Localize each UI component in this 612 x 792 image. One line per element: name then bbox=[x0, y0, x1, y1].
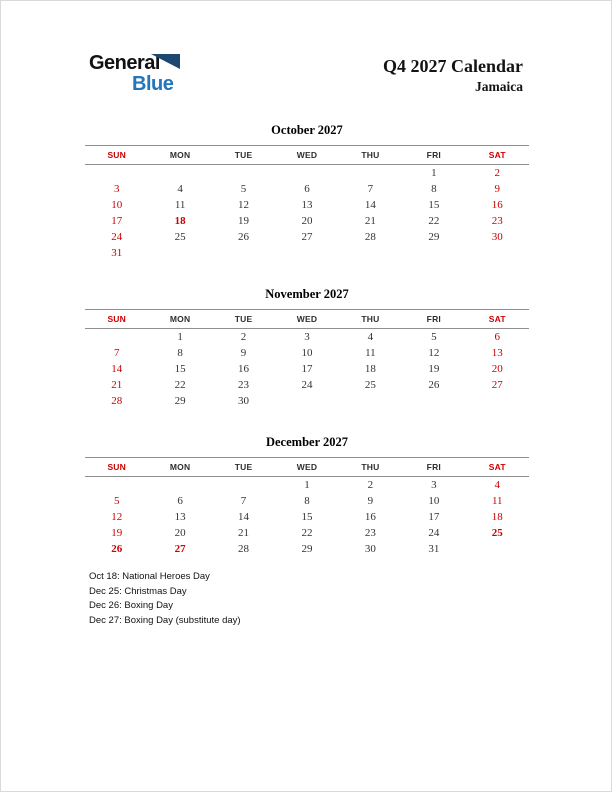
day-cell: 24 bbox=[301, 378, 313, 391]
day-cell: 9 bbox=[494, 182, 501, 195]
weekday-header-wed: WED bbox=[275, 310, 338, 329]
day-cell: 8 bbox=[431, 182, 437, 195]
day-cell: 15 bbox=[174, 362, 186, 375]
holiday-note: Oct 18: National Heroes Day bbox=[89, 571, 210, 582]
day-cell: 21 bbox=[238, 526, 250, 539]
weekday-header-tue: TUE bbox=[212, 310, 275, 329]
day-cell: 8 bbox=[304, 494, 310, 507]
day-cell: 9 bbox=[240, 346, 247, 359]
day-cell: 7 bbox=[367, 182, 374, 195]
weekday-header-row bbox=[85, 458, 529, 477]
day-cell: 28 bbox=[238, 542, 250, 555]
empty-cell bbox=[148, 477, 211, 494]
weekday-header-sat: SAT bbox=[466, 146, 529, 165]
day-cell: 18 bbox=[174, 214, 186, 227]
empty-cell bbox=[85, 329, 148, 346]
day-cell: 9 bbox=[367, 494, 374, 507]
week-row bbox=[85, 329, 529, 346]
day-cell: 26 bbox=[428, 378, 440, 391]
week-row bbox=[85, 377, 529, 393]
day-cell: 12 bbox=[428, 346, 440, 359]
weekday-header-fri: FRI bbox=[402, 458, 465, 477]
day-cell: 18 bbox=[364, 362, 376, 375]
empty-cell bbox=[339, 245, 402, 261]
month-title: November 2027 bbox=[265, 287, 349, 301]
day-cell: 21 bbox=[111, 378, 123, 391]
day-cell: 26 bbox=[238, 230, 250, 243]
empty-cell bbox=[85, 165, 148, 182]
day-cell: 14 bbox=[364, 198, 376, 211]
weekday-header-row bbox=[85, 310, 529, 329]
week-row bbox=[85, 345, 529, 361]
day-cell: 12 bbox=[111, 510, 123, 523]
day-cell: 8 bbox=[177, 346, 183, 359]
weekday-header-sat: SAT bbox=[466, 458, 529, 477]
day-cell: 29 bbox=[301, 542, 313, 555]
day-cell: 1 bbox=[431, 166, 437, 179]
empty-cell bbox=[402, 245, 465, 261]
day-cell: 7 bbox=[113, 346, 120, 359]
day-cell: 7 bbox=[240, 494, 247, 507]
header-titles bbox=[383, 57, 523, 95]
day-cell: 25 bbox=[174, 230, 186, 243]
months-container bbox=[85, 123, 529, 583]
logo-text-general: General bbox=[89, 52, 160, 74]
day-cell: 30 bbox=[364, 542, 376, 555]
day-cell: 3 bbox=[304, 330, 310, 343]
day-cell: 4 bbox=[367, 330, 374, 343]
day-cell: 1 bbox=[304, 478, 310, 491]
day-cell: 23 bbox=[491, 214, 503, 227]
week-row bbox=[85, 165, 529, 182]
day-cell: 14 bbox=[238, 510, 250, 523]
day-cell: 25 bbox=[364, 378, 376, 391]
day-cell: 28 bbox=[111, 394, 123, 407]
day-cell: 11 bbox=[365, 346, 376, 359]
empty-cell bbox=[275, 165, 338, 182]
weekday-header-wed: WED bbox=[275, 458, 338, 477]
day-cell: 20 bbox=[301, 214, 313, 227]
day-cell: 13 bbox=[301, 198, 313, 211]
day-cell: 29 bbox=[428, 230, 440, 243]
weekday-header-sat: SAT bbox=[466, 310, 529, 329]
day-cell: 10 bbox=[428, 494, 440, 507]
weekday-header-fri: FRI bbox=[402, 310, 465, 329]
empty-cell bbox=[339, 393, 402, 409]
day-cell: 11 bbox=[491, 494, 503, 507]
day-cell: 2 bbox=[494, 166, 501, 179]
month-grid bbox=[85, 145, 529, 261]
day-cell: 6 bbox=[177, 494, 183, 507]
day-cell: 10 bbox=[301, 346, 313, 359]
day-cell: 22 bbox=[301, 526, 313, 539]
day-cell: 21 bbox=[364, 214, 376, 227]
day-cell: 13 bbox=[491, 346, 503, 359]
day-cell: 5 bbox=[240, 182, 247, 195]
weekday-header-sun: SUN bbox=[85, 458, 148, 477]
holiday-note: Dec 26: Boxing Day bbox=[89, 600, 173, 611]
month-december-2027 bbox=[85, 435, 529, 557]
week-row bbox=[85, 181, 529, 197]
empty-cell bbox=[339, 165, 402, 182]
day-cell: 31 bbox=[111, 246, 123, 259]
month-grid bbox=[85, 309, 529, 409]
empty-cell bbox=[275, 393, 338, 409]
day-cell: 19 bbox=[111, 526, 123, 539]
day-cell: 16 bbox=[238, 362, 250, 375]
day-cell: 27 bbox=[174, 542, 186, 555]
day-cell: 17 bbox=[301, 362, 313, 375]
week-row bbox=[85, 509, 529, 525]
empty-cell bbox=[466, 541, 529, 557]
week-row bbox=[85, 393, 529, 409]
weekday-header-fri: FRI bbox=[402, 146, 465, 165]
day-cell: 17 bbox=[428, 510, 440, 523]
month-november-2027 bbox=[85, 287, 529, 409]
empty-cell bbox=[466, 245, 529, 261]
page-subtitle: Jamaica bbox=[475, 78, 523, 94]
day-cell: 24 bbox=[428, 526, 440, 539]
day-cell: 23 bbox=[238, 378, 250, 391]
logo-text-blue: Blue bbox=[132, 73, 174, 95]
weekday-header-tue: TUE bbox=[212, 146, 275, 165]
day-cell: 30 bbox=[491, 230, 503, 243]
month-grid bbox=[85, 457, 529, 557]
weekday-header-mon: MON bbox=[148, 458, 211, 477]
week-row bbox=[85, 197, 529, 213]
weekday-header-sun: SUN bbox=[85, 146, 148, 165]
day-cell: 24 bbox=[111, 230, 123, 243]
day-cell: 3 bbox=[113, 182, 120, 195]
holiday-note: Dec 27: Boxing Day (substitute day) bbox=[89, 614, 241, 626]
weekday-header-thu: THU bbox=[339, 310, 402, 329]
week-row bbox=[85, 493, 529, 509]
empty-cell bbox=[148, 245, 211, 261]
day-cell: 27 bbox=[301, 230, 313, 243]
weekday-header-mon: MON bbox=[148, 310, 211, 329]
empty-cell bbox=[275, 245, 338, 261]
weekday-header-thu: THU bbox=[339, 146, 402, 165]
weekday-header-wed: WED bbox=[275, 146, 338, 165]
weekday-header-row bbox=[85, 146, 529, 165]
general-blue-logo bbox=[89, 53, 199, 99]
day-cell: 15 bbox=[301, 510, 313, 523]
empty-cell bbox=[402, 393, 465, 409]
empty-cell bbox=[85, 477, 148, 494]
day-cell: 13 bbox=[174, 510, 186, 523]
day-cell: 22 bbox=[428, 214, 440, 227]
page-title: Q4 2027 Calendar bbox=[382, 56, 523, 76]
week-row bbox=[85, 525, 529, 541]
holiday-list bbox=[89, 570, 241, 628]
day-cell: 18 bbox=[491, 510, 503, 523]
day-cell: 2 bbox=[367, 478, 374, 491]
empty-cell bbox=[212, 245, 275, 261]
day-cell: 6 bbox=[304, 182, 310, 195]
week-row bbox=[85, 477, 529, 494]
weekday-header-mon: MON bbox=[148, 146, 211, 165]
week-row bbox=[85, 361, 529, 377]
day-cell: 1 bbox=[177, 330, 183, 343]
day-cell: 30 bbox=[238, 394, 250, 407]
day-cell: 31 bbox=[428, 542, 440, 555]
day-cell: 28 bbox=[364, 230, 376, 243]
day-cell: 16 bbox=[491, 198, 503, 211]
day-cell: 20 bbox=[174, 526, 186, 539]
empty-cell bbox=[148, 165, 211, 182]
day-cell: 10 bbox=[111, 198, 123, 211]
day-cell: 29 bbox=[174, 394, 186, 407]
empty-cell bbox=[212, 477, 275, 494]
weekday-header-tue: TUE bbox=[212, 458, 275, 477]
day-cell: 25 bbox=[491, 526, 503, 539]
day-cell: 19 bbox=[238, 214, 250, 227]
day-cell: 15 bbox=[428, 198, 440, 211]
week-row bbox=[85, 245, 529, 261]
month-title: October 2027 bbox=[271, 123, 343, 137]
logo-triangle-icon bbox=[151, 54, 180, 69]
weekday-header-thu: THU bbox=[339, 458, 402, 477]
day-cell: 4 bbox=[494, 478, 501, 491]
day-cell: 2 bbox=[240, 330, 247, 343]
day-cell: 3 bbox=[431, 478, 437, 491]
day-cell: 4 bbox=[177, 182, 183, 195]
day-cell: 5 bbox=[431, 330, 437, 343]
day-cell: 5 bbox=[113, 494, 120, 507]
weekday-header-sun: SUN bbox=[85, 310, 148, 329]
day-cell: 20 bbox=[491, 362, 503, 375]
week-row bbox=[85, 541, 529, 557]
month-october-2027 bbox=[85, 123, 529, 261]
empty-cell bbox=[466, 393, 529, 409]
day-cell: 17 bbox=[111, 214, 123, 227]
week-row bbox=[85, 213, 529, 229]
empty-cell bbox=[212, 165, 275, 182]
week-row bbox=[85, 229, 529, 245]
day-cell: 22 bbox=[174, 378, 186, 391]
day-cell: 26 bbox=[111, 542, 123, 555]
day-cell: 6 bbox=[494, 330, 501, 343]
day-cell: 16 bbox=[364, 510, 376, 523]
month-title: December 2027 bbox=[265, 435, 349, 449]
day-cell: 27 bbox=[491, 378, 503, 391]
day-cell: 19 bbox=[428, 362, 440, 375]
day-cell: 11 bbox=[174, 198, 186, 211]
day-cell: 12 bbox=[238, 198, 250, 211]
holiday-note: Dec 25: Christmas Day bbox=[89, 585, 187, 597]
day-cell: 14 bbox=[111, 362, 123, 375]
day-cell: 23 bbox=[364, 526, 376, 539]
